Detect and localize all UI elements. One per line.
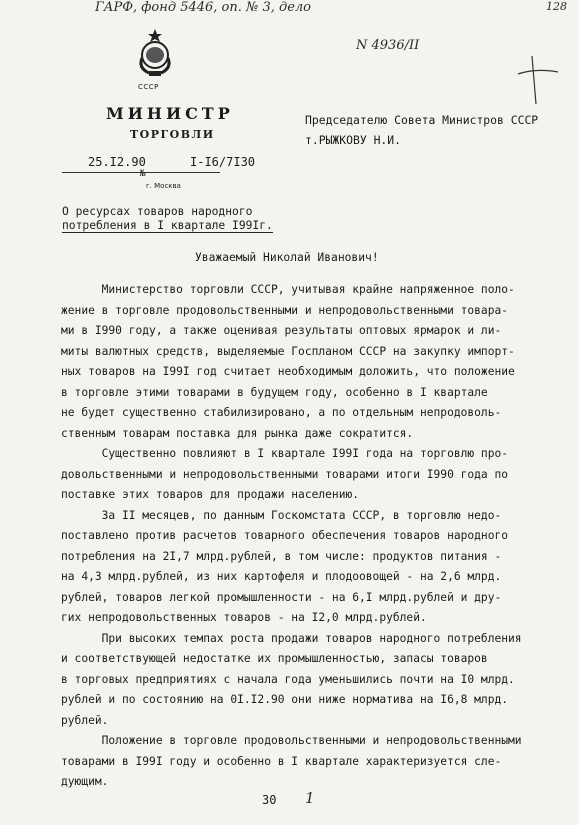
body-line: и соответствующей недостатке их промышленностью, запасы товаров [61,652,488,665]
body-line: При высоких темпах роста продажи товаров народного потребления [61,631,522,645]
letterhead-title: МИНИСТР [106,104,234,123]
letter-city: г. Москва [146,182,181,190]
body-line: гих непродовольственных товаров - на I2,0 млрд.рублей. [61,611,427,624]
addressee-block [305,110,538,150]
letter-number: I-I6/7I30 [190,155,256,169]
incoming-number: N 4936/II [356,38,420,53]
body-line: дующим. [61,775,109,788]
body-line: ми в I990 году, а также оценивая результаты оптовых ярмарок и ли- [61,324,502,337]
body-line: ственным товарам поставка для рынка даже сократится. [61,426,414,440]
body-line: поставке этих товаров для продажи населению. [61,488,360,501]
body-line: рублей. [61,713,109,727]
addressee-position: Председателю Совета Министров СССР [305,113,539,127]
body-line: товарами в I99I году и особенно в I квартале характеризуется сле- [61,754,502,768]
sheet-number: 128 [546,0,567,13]
body-line: довольственными и непродовольственными товарами итоги I990 года по [61,467,509,481]
letterhead-country: СССР [138,83,159,91]
subject-block [62,205,273,233]
body-line: на 4,3 млрд.рублей, из них картофеля и плодоовощей - на 2,6 млрд. [61,570,502,583]
body-line: не будет существенно стабилизировано, а по отдельным непродоволь- [61,406,502,419]
subject-line-1: О ресурсах товаров народного [62,205,253,218]
letter-date: 25.I2.90 [88,155,146,169]
ussr-emblem-icon [133,28,177,78]
body-line: поставлено против расчетов товарного обеспечения товаров народного [61,529,509,542]
body-line: Министерство торговли СССР, учитывая крайне напряженное поло- [61,283,515,296]
body-line: Положение в торговле продовольственными и непродовольственными [61,734,522,747]
body-line: жение в торговле продовольственными и непродовольственными товара- [61,303,509,317]
corner-mark-icon [512,48,562,108]
body-line: ных товаров на I99I год считает необходимым доложить, что положение [61,365,515,378]
archive-stamp: ГАРФ, фонд 5446, оп. № 3, дело [95,0,312,15]
body-line: рублей, товаров легкой промышленности - на 6,I млрд.рублей и дру- [61,590,502,604]
salutation: Уважаемый Николай Иванович! [195,251,379,264]
body-line: рублей и по состоянию на 0I.I2.90 они ниже норматива на I6,8 млрд. [61,693,509,706]
subject-line-2: потребления в I квартале I99Iг. [62,219,273,232]
page-footer-mark: 1 [305,789,315,807]
body-line: потребления на 2I,7 млрд.рублей, в том числе: продуктов питания - [61,549,502,563]
letter-body [61,280,561,793]
number-sign: № [140,169,146,179]
body-line: За II месяцев, по данным Госкомстата СССР, в торговлю недо- [61,508,502,522]
body-line: в торговых предприятиях с начала года уменьшились почти на I0 млрд. [61,672,515,686]
body-line: в торговле этими товарами в будущем году, особенно в I квартале [61,385,488,399]
body-line: Существенно повлияют в I квартале I99I года на торговлю про- [61,447,509,460]
addressee-name: т.РЫЖКОВУ Н.И. [305,133,402,147]
page-footer: 30 [262,793,277,807]
letterhead-subtitle: ТОРГОВЛИ [130,128,215,141]
body-line: миты валютных средств, выделяемые Госпланом СССР на закупку импорт- [61,344,515,358]
